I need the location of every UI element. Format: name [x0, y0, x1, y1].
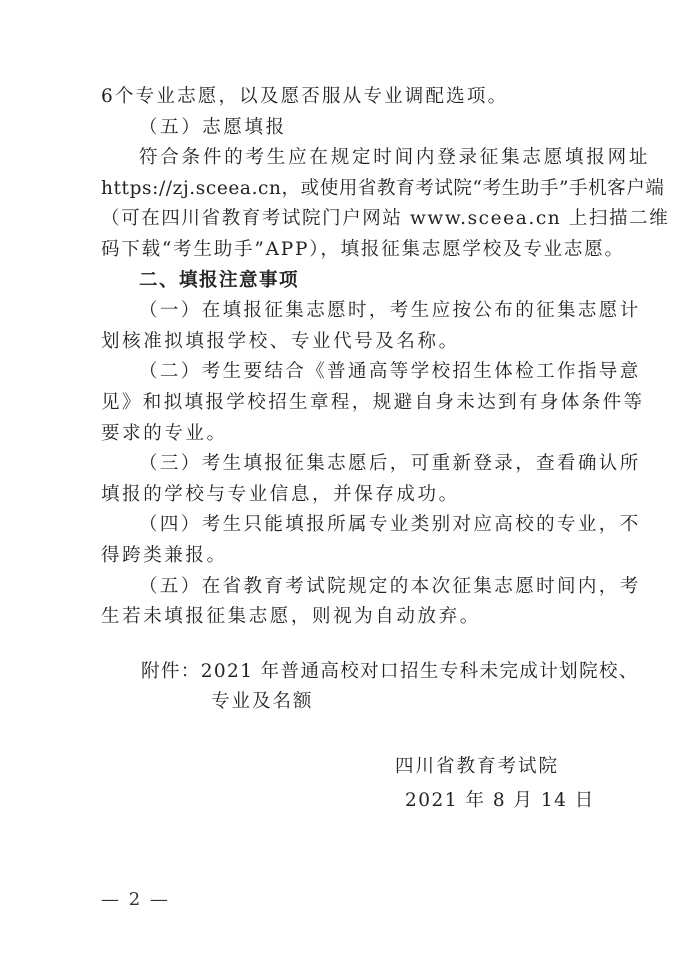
paragraph-line: 6个专业志愿，以及愿否服从专业调配选项。 [101, 86, 509, 107]
signature-organization: 四川省教育考试院 [395, 756, 560, 777]
paragraph-line: 生若未填报征集志愿，则视为自动放弃。 [101, 606, 481, 628]
paragraph-line: （可在四川省教育考试院门户网站 www.sceea.cn 上扫描二维 [101, 208, 670, 230]
paragraph-line: 符合条件的考生应在规定时间内登录征集志愿填报网址 [139, 147, 651, 169]
paragraph-line: （三）考生填报征集志愿后，可重新登录，查看确认所 [139, 453, 641, 475]
paragraph-line: 要求的专业。 [101, 422, 228, 444]
page-number: — 2 — [101, 889, 170, 910]
section-heading: 二、填报注意事项 [139, 269, 300, 291]
paragraph-line: （一）在填报征集志愿时，考生应按公布的征集志愿计 [139, 300, 641, 322]
paragraph-line: 划核准拟填报学校、专业代号及名称。 [101, 330, 460, 352]
attachment-line: 附件：2021 年普通高校对口招生专科未完成计划院校、 [141, 660, 639, 682]
paragraph-line: 填报的学校与专业信息，并保存成功。 [101, 483, 460, 505]
paragraph-line: 得跨类兼报。 [101, 544, 228, 566]
paragraph-line: 码下载“考生助手”APP），填报征集志愿学校及专业志愿。 [101, 238, 625, 260]
paragraph-line: （二）考生要结合《普通高等学校招生体检工作指导意 [139, 361, 641, 383]
attachment-line-continued: 专业及名额 [211, 691, 314, 713]
section-subheading: （五）志愿填报 [139, 116, 287, 138]
paragraph-line-url: https://zj.sceea.cn，或使用省教育考试院“考生助手”手机客户端 [101, 177, 665, 199]
document-body [101, 82, 670, 718]
paragraph-line: （五）在省教育考试院规定的本次征集志愿时间内，考 [139, 575, 641, 597]
signature-date: 2021 年 8 月 14 日 [405, 790, 595, 811]
paragraph-line: 见》和拟填报学校招生章程，规避自身未达到有身体条件等 [101, 391, 645, 413]
paragraph-line: （四）考生只能填报所属专业类别对应高校的专业，不 [139, 514, 641, 536]
